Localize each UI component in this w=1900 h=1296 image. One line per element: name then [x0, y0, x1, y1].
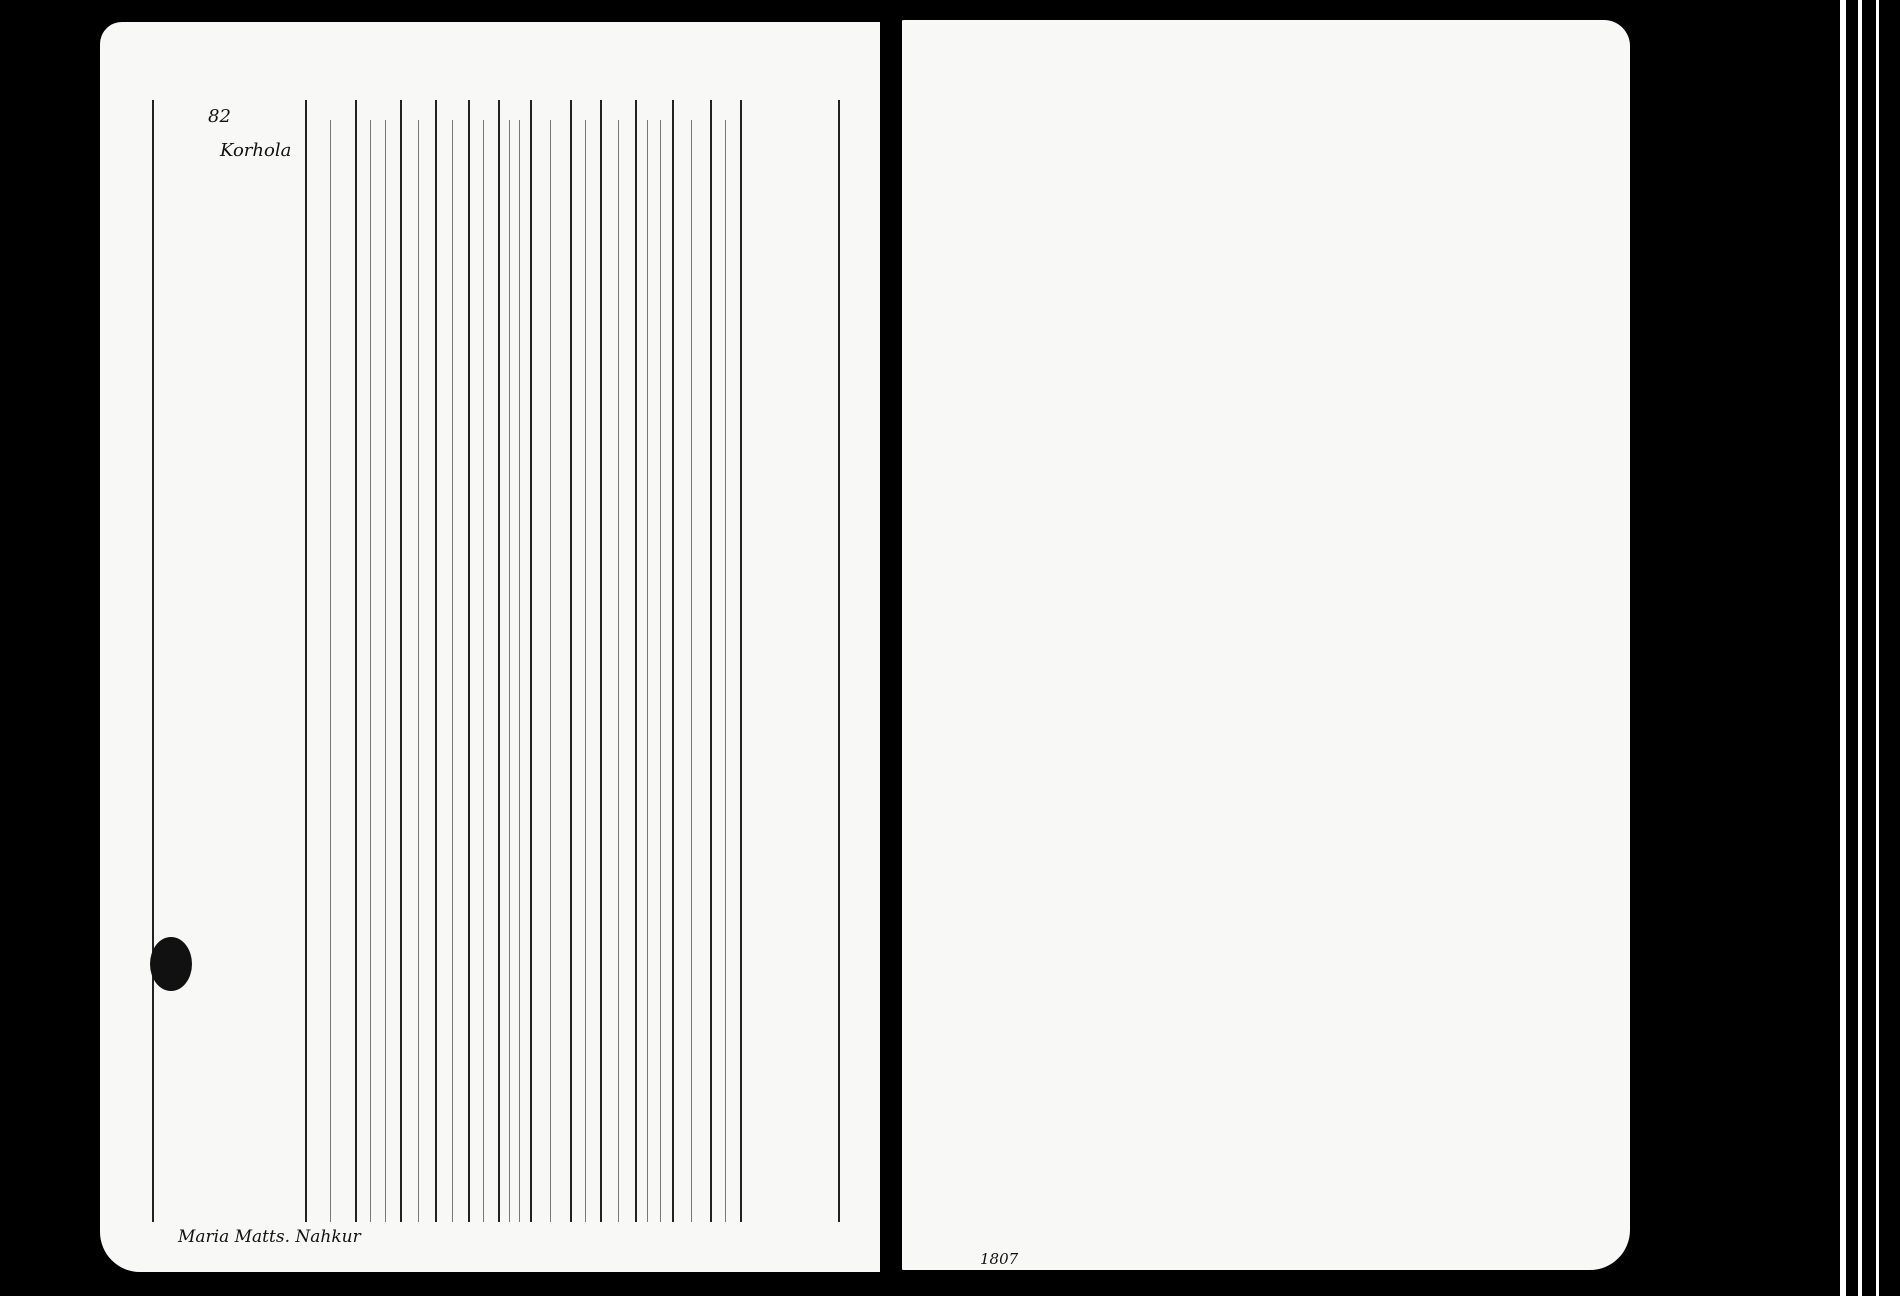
sub-column-divider: [330, 120, 331, 1222]
footer-name: Maria Matts. Nahkur: [178, 1227, 361, 1247]
sub-column-divider: [550, 120, 551, 1222]
left-page: [100, 22, 890, 1272]
village-name: Korhola: [220, 140, 292, 161]
column-divider: [672, 100, 674, 1222]
column-divider: [305, 100, 307, 1222]
sub-column-divider: [660, 120, 661, 1222]
sub-column-divider: [519, 120, 520, 1222]
column-divider: [355, 100, 357, 1222]
footer-note: 1807: [980, 1250, 1019, 1268]
column-divider: [600, 100, 602, 1222]
column-divider: [570, 100, 572, 1222]
column-divider: [435, 100, 437, 1222]
column-divider: [710, 100, 712, 1222]
scan-edge-stripe: [1876, 0, 1879, 1296]
sub-column-divider: [452, 120, 453, 1222]
sub-column-divider: [483, 120, 484, 1222]
sub-column-divider: [385, 120, 386, 1222]
sub-column-divider: [370, 120, 371, 1222]
column-divider: [468, 100, 470, 1222]
sub-column-divider: [418, 120, 419, 1222]
sub-column-divider: [618, 120, 619, 1222]
page-number: 82: [208, 106, 231, 127]
sub-column-divider: [691, 120, 692, 1222]
right-page: [900, 20, 1630, 1270]
column-divider: [838, 100, 840, 1222]
sub-column-divider: [647, 120, 648, 1222]
scan-edge-stripe: [1840, 0, 1846, 1296]
column-divider: [152, 100, 154, 1222]
column-divider: [635, 100, 637, 1222]
column-divider: [498, 100, 500, 1222]
book-spine: [880, 0, 902, 1296]
sub-column-divider: [585, 120, 586, 1222]
scan-edge-stripe: [1858, 0, 1862, 1296]
column-divider: [530, 100, 532, 1222]
column-divider: [740, 100, 742, 1222]
sub-column-divider: [509, 120, 510, 1222]
ink-smudge: [150, 937, 192, 991]
sub-column-divider: [725, 120, 726, 1222]
column-divider: [400, 100, 402, 1222]
left-register-table: [100, 22, 890, 1272]
right-register-table: [900, 20, 1630, 1270]
